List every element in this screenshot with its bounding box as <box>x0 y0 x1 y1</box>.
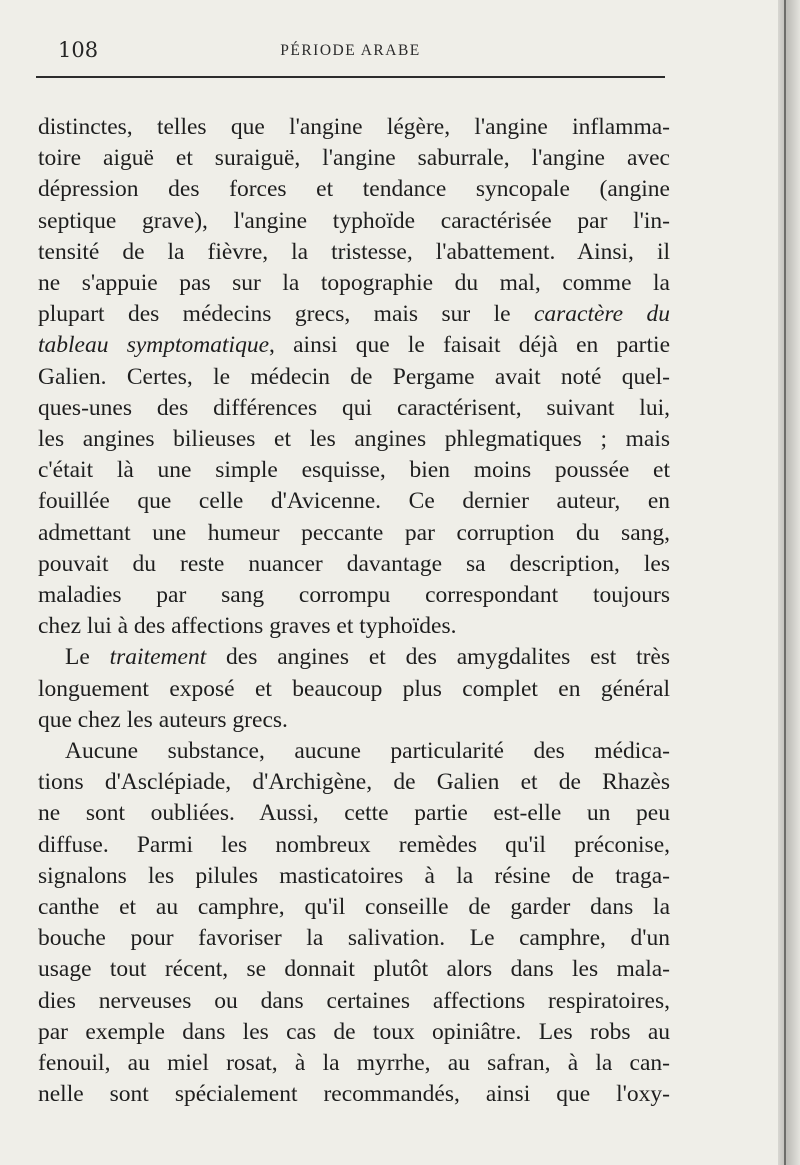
text-run: que chez les auteurs grecs. <box>38 706 288 733</box>
text-run: ques-unes des différences qui caractérisent, suivant lui, <box>38 394 670 421</box>
text-line <box>38 424 670 455</box>
text-line <box>38 611 670 642</box>
text-run: longuement exposé et beaucoup plus complet en général <box>38 675 670 702</box>
text-run: , ainsi que le faisait déjà en partie <box>269 332 670 359</box>
text-run: c'était là une simple esquisse, bien moins poussée et <box>38 457 670 484</box>
text-line <box>38 362 670 393</box>
page-header <box>36 38 665 68</box>
text-run: admettant une humeur peccante par corruption du sang, <box>38 519 670 546</box>
running-head: PÉRIODE ARABE <box>280 42 421 59</box>
text-line <box>38 330 670 361</box>
text-line <box>38 923 670 954</box>
page-number: 108 <box>58 38 99 62</box>
body-text <box>38 112 670 1111</box>
text-run: les angines bilieuses et les angines phlegmatiques ; mais <box>38 426 670 453</box>
text-line <box>38 674 670 705</box>
text-run: Aucune substance, aucune particularité des médica- <box>65 738 670 765</box>
text-line <box>38 486 670 517</box>
text-run: maladies par sang corrompu correspondant toujours <box>38 582 670 609</box>
text-line <box>38 268 670 299</box>
text-run: pouvait du reste nuancer davantage sa description, les <box>38 550 670 577</box>
text-run: Galien. Certes, le médecin de Pergame avait noté quel- <box>38 363 670 390</box>
text-run: nelle sont spécialement recommandés, ainsi que l'oxy- <box>38 1081 670 1108</box>
text-run: ne sont oubliées. Aussi, cette partie est-elle un peu <box>38 800 670 827</box>
text-line <box>38 237 670 268</box>
text-line <box>38 767 670 798</box>
text-line <box>38 206 670 237</box>
text-run: diffuse. Parmi les nombreux remèdes qu'il préconise, <box>38 831 670 858</box>
text-line <box>38 705 670 736</box>
text-run: dépression des forces et tendance syncopale (angine <box>38 176 670 203</box>
text-run: tensité de la fièvre, la tristesse, l'abattement. Ainsi, il <box>38 238 670 265</box>
text-run: fenouil, au miel rosat, à la myrrhe, au safran, à la can- <box>38 1050 670 1077</box>
text-line <box>38 549 670 580</box>
text-line <box>38 954 670 985</box>
text-line <box>38 736 670 767</box>
paragraph-3 <box>38 736 670 1110</box>
italic-run: caractère du <box>533 301 671 328</box>
italic-run: traitement <box>109 644 207 671</box>
text-run: bouche pour favoriser la salivation. Le camphre, d'un <box>38 925 670 952</box>
text-line <box>38 1048 670 1079</box>
text-line <box>38 143 670 174</box>
text-run: ne s'appuie pas sur la topographie du mal, comme la <box>38 270 670 297</box>
text-run: usage tout récent, se donnait plutôt alors dans les mala- <box>38 956 670 983</box>
text-line <box>38 830 670 861</box>
text-run: des angines et des amygdalites est très <box>206 644 670 671</box>
text-run: signalons les pilules masticatoires à la résine de traga- <box>38 862 670 889</box>
text-run: distinctes, telles que l'angine légère, l'angine inflamma- <box>38 114 670 140</box>
page-edge-shadow <box>778 0 800 1165</box>
text-line <box>38 1017 670 1048</box>
text-run: fouillée que celle d'Avicenne. Ce dernier auteur, en <box>38 488 670 515</box>
text-line <box>38 174 670 205</box>
text-run: par exemple dans les cas de toux opiniâtre. Les robs au <box>38 1018 670 1045</box>
text-line <box>38 1079 670 1110</box>
text-line <box>38 642 670 673</box>
text-run: dies nerveuses ou dans certaines affections respiratoires, <box>38 987 670 1014</box>
text-line <box>38 986 670 1017</box>
page-edge-line <box>784 0 786 1165</box>
text-line <box>38 518 670 549</box>
text-line <box>38 861 670 892</box>
text-run: tions d'Asclépiade, d'Archigène, de Galien et de Rhazès <box>38 769 670 796</box>
text-line <box>38 299 670 330</box>
text-line <box>38 580 670 611</box>
text-line <box>38 112 670 143</box>
text-line <box>38 892 670 923</box>
header-rule <box>36 76 665 78</box>
text-line <box>38 798 670 829</box>
text-run: chez lui à des affections graves et typhoïdes. <box>38 613 457 640</box>
text-line <box>38 393 670 424</box>
text-run: Le <box>65 644 110 671</box>
text-run: canthe et au camphre, qu'il conseille de garder dans la <box>38 894 670 921</box>
text-line <box>38 455 670 486</box>
paragraph-1 <box>38 112 670 642</box>
paragraph-2 <box>38 642 670 736</box>
text-run: septique grave), l'angine typhoïde caractérisée par l'in- <box>38 207 670 234</box>
italic-run: tableau symptomatique <box>38 332 270 359</box>
text-run: toire aiguë et suraiguë, l'angine saburrale, l'angine avec <box>38 145 670 172</box>
text-run: plupart des médecins grecs, mais sur le <box>38 301 534 328</box>
